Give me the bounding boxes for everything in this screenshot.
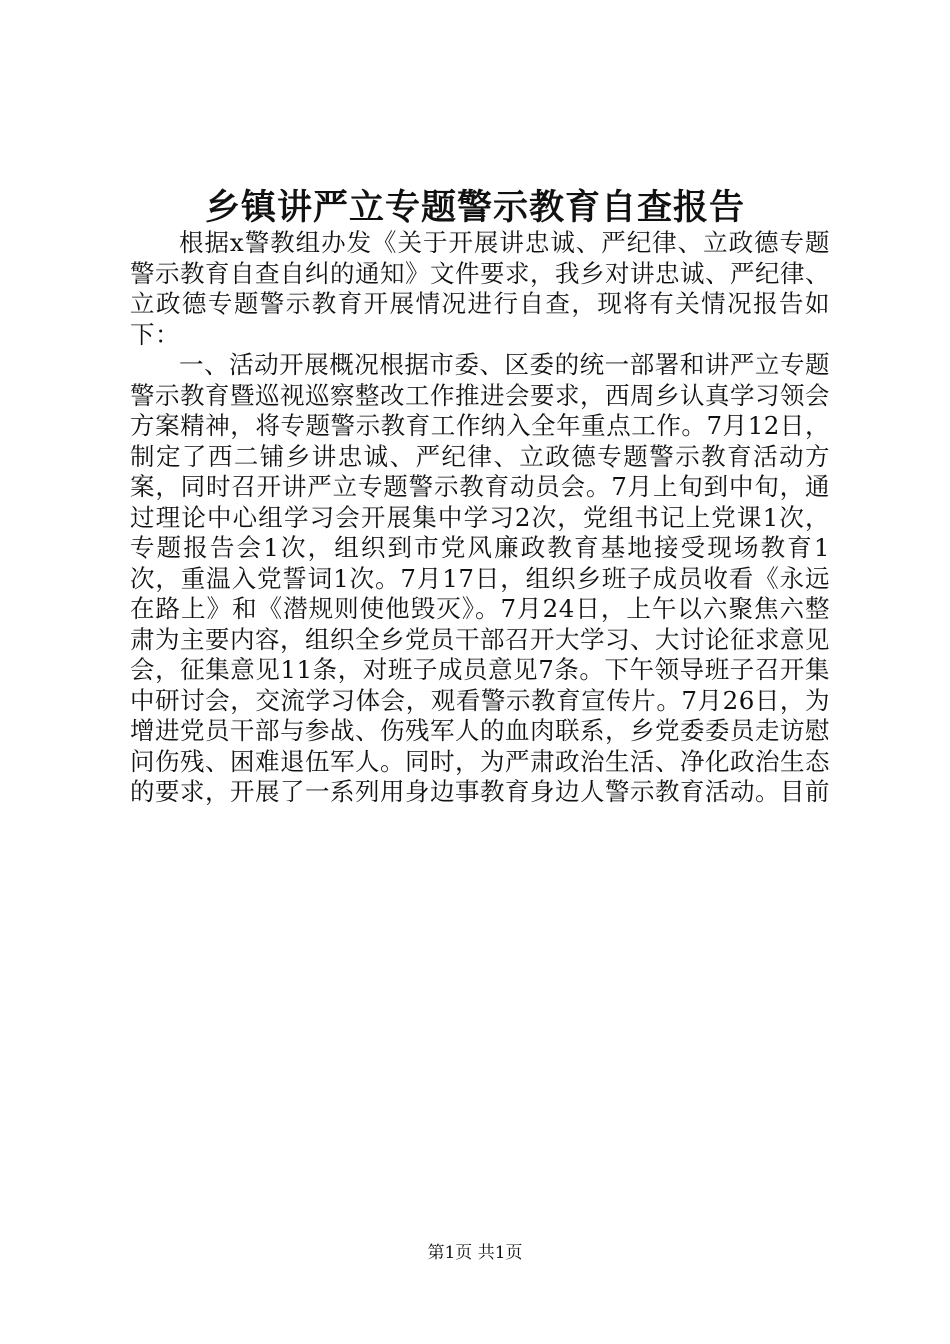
page-title: 乡镇讲严立专题警示教育自查报告 [204, 187, 745, 228]
document-body [130, 228, 830, 808]
page-number-footer: 第1页 共1页 [427, 1243, 523, 1263]
body-paragraph: 一、活动开展概况根据市委、区委的统一部署和讲严立专题警示教育暨巡视巡察整改工作推进会要求，西周乡认真学习领会方案精神，将专题警示教育工作纳入全年重点工作。7月12日，制定了西二铺乡讲忠诚、严纪律、立政德专题警示教育活动方案，同时召开讲严立专题警示教育动员会。7月上旬到中旬，通过理论中心组学习会开展集中学习2次，党组书记上党课1次，专题报告会1次，组织到市党风廉政教育基地接受现场教育1次，重温入党誓词1次。7月17日，组织乡班子成员收看《永远在路上》和《潜规则使他毁灭》。7月24日，上午以六聚焦六整肃为主要内容，组织全乡党员干部召开大学习、大讨论征求意见会，征集意见11条，对班子成员意见7条。下午领导班子召开集中研讨会，交流学习体会，观看警示教育宣传片。7月26日，为增进党员干部与参战、伤残军人的血肉联系，乡党委委员走访慰问伤残、困难退伍军人。同时，为严肃政治生活、净化政治生态的要求，开展了一系列用身边事教育身边人警示教育活动。目前 [130, 350, 830, 806]
body-paragraph: 根据x警教组办发《关于开展讲忠诚、严纪律、立政德专题警示教育自查自纠的通知》文件要求，我乡对讲忠诚、严纪律、立政德专题警示教育开展情况进行自查，现将有关情况报告如下： [130, 228, 830, 349]
